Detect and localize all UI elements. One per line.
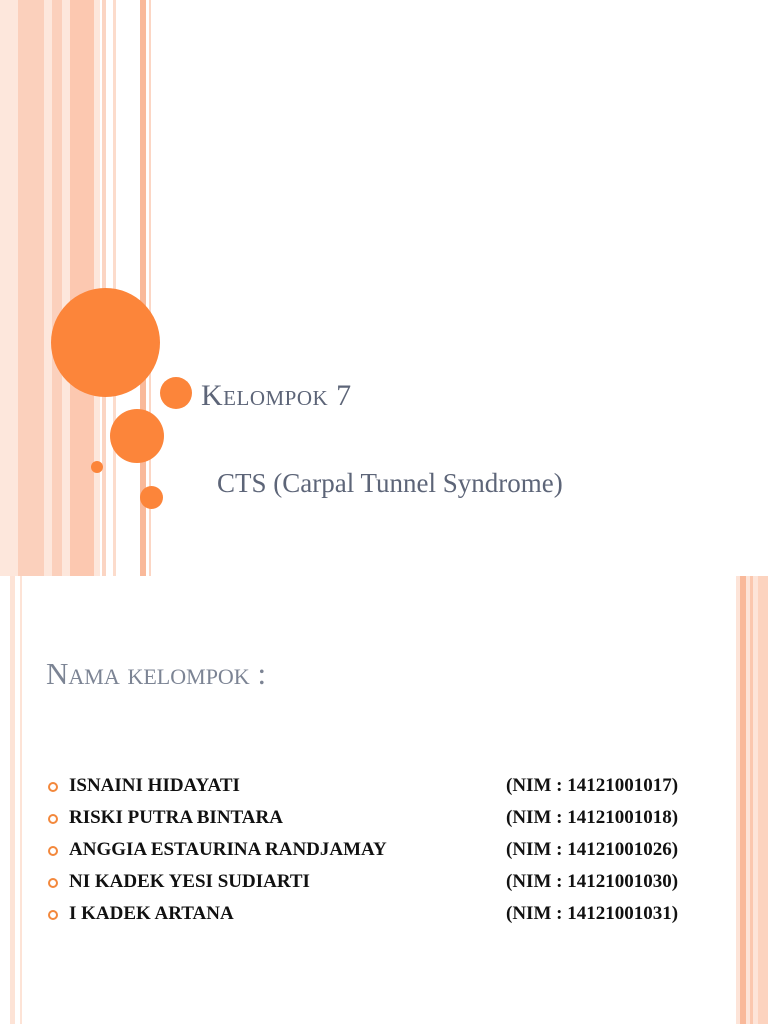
list-item (48, 802, 738, 834)
list-item (48, 770, 738, 802)
decor-circle-large (51, 288, 160, 397)
decor-stripe-light-2 (52, 0, 62, 576)
member-name: NI KADEK YESI SUDIARTI (69, 871, 310, 892)
member-list (48, 770, 738, 930)
decor-circle-medium (110, 409, 164, 463)
decor-stripe-mid (70, 0, 94, 576)
bullet-circle-icon (48, 814, 58, 824)
member-name: ANGGIA ESTAURINA RANDJAMAY (69, 839, 387, 860)
member-nim: (NIM : 14121001018) (506, 807, 679, 828)
bullet-circle-icon (48, 910, 58, 920)
decor-circle-tiny (91, 461, 103, 473)
bullet-circle-icon (48, 846, 58, 856)
slide-members-heading: Nama kelompok : (46, 656, 267, 691)
slide-subtitle: CTS (Carpal Tunnel Syndrome) (217, 468, 563, 498)
decor-stripe-left-2 (20, 576, 22, 1024)
member-nim: (NIM : 14121001026) (506, 839, 679, 860)
decor-stripe-left-1 (10, 576, 15, 1024)
list-item (48, 866, 738, 898)
decor-stripe-right-edge (758, 576, 768, 1024)
decor-stripe-light (18, 0, 44, 576)
member-name: ISNAINI HIDAYATI (69, 775, 240, 796)
decor-stripe-right-thin (750, 576, 753, 1024)
decor-circle-small-1 (160, 377, 192, 409)
list-item (48, 834, 738, 866)
member-name: I KADEK ARTANA (69, 903, 234, 924)
slide-members (0, 576, 768, 1024)
member-nim: (NIM : 14121001031) (506, 903, 679, 924)
slide-title-heading: Kelompok 7 (201, 379, 352, 412)
bullet-circle-icon (48, 782, 58, 792)
member-nim: (NIM : 14121001017) (506, 775, 679, 796)
member-nim: (NIM : 14121001030) (506, 871, 679, 892)
decor-circle-small-2 (140, 486, 163, 509)
member-name: RISKI PUTRA BINTARA (69, 807, 283, 828)
bullet-circle-icon (48, 878, 58, 888)
decor-stripe-right-mid (740, 576, 746, 1024)
list-item (48, 898, 738, 930)
